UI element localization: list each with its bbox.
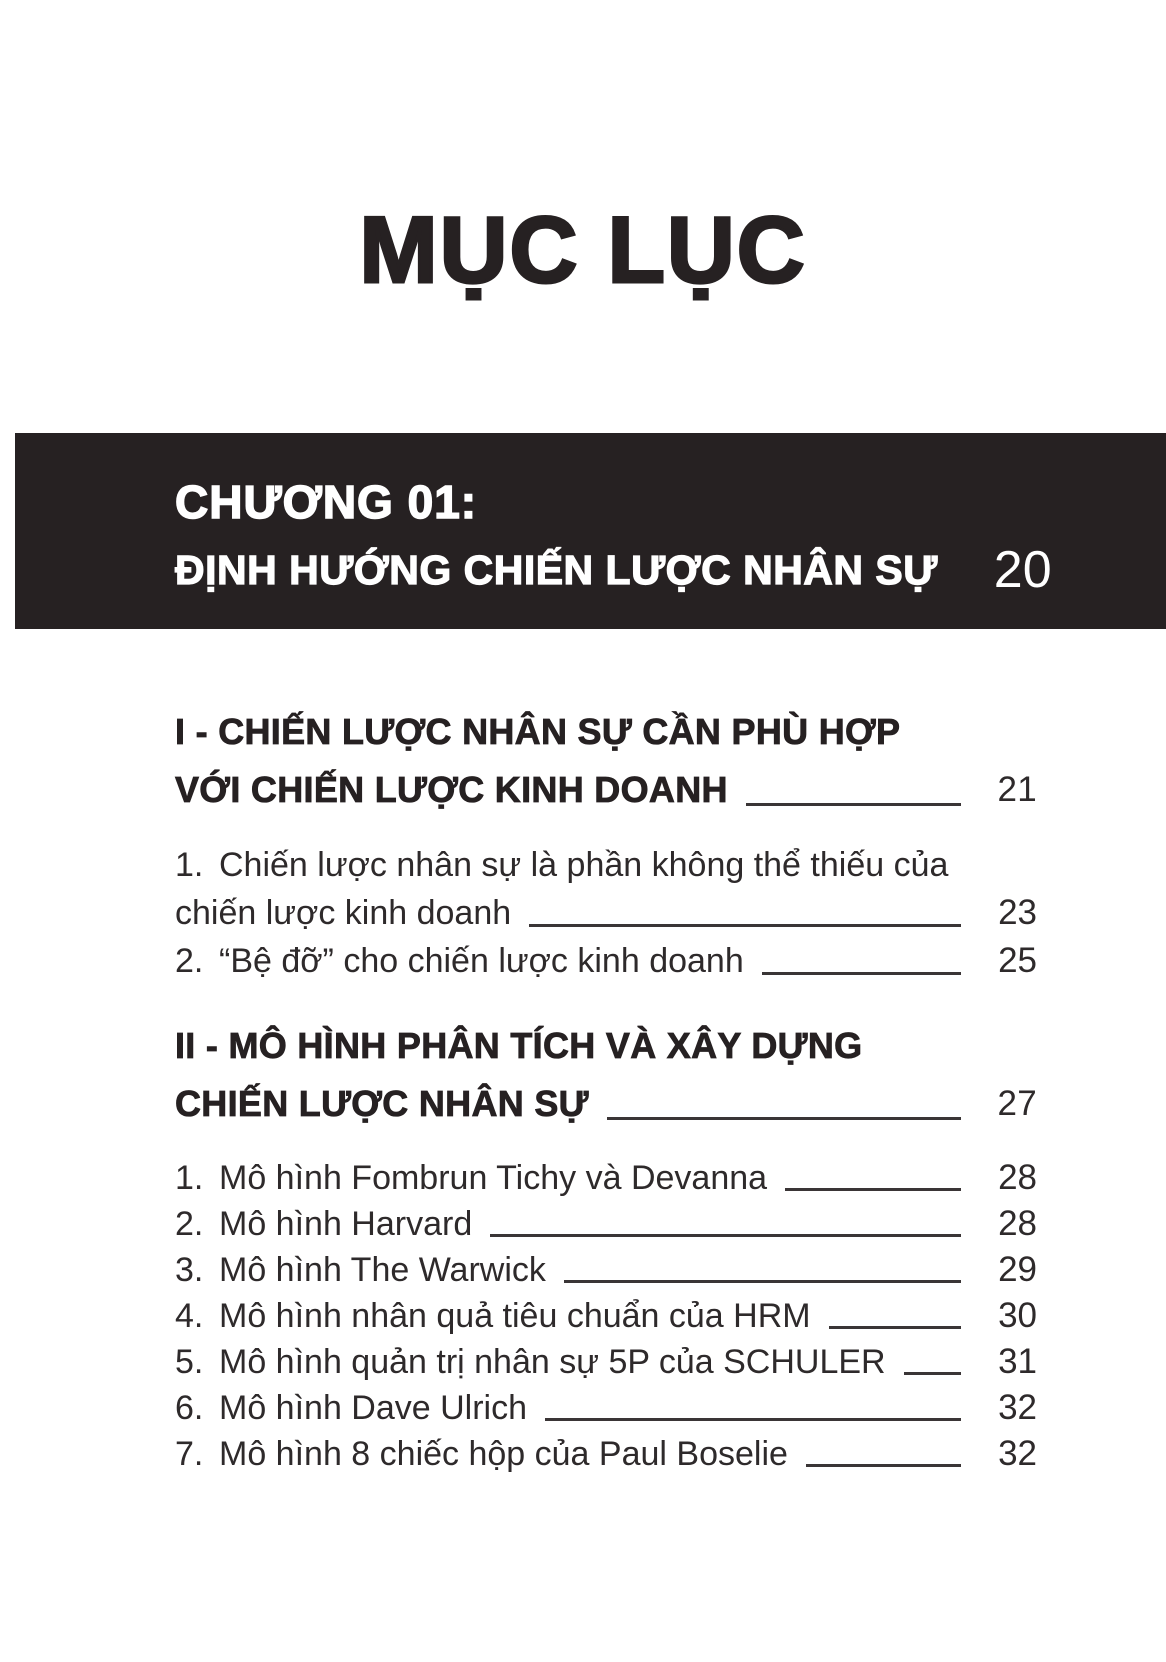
item-number: 7. bbox=[175, 1435, 204, 1473]
section-2-page-number: 27 bbox=[997, 1084, 1037, 1123]
item-page-number: 23 bbox=[998, 893, 1037, 932]
leader-line bbox=[806, 1464, 961, 1467]
toc-item bbox=[175, 937, 1037, 985]
toc-item bbox=[175, 1431, 1037, 1477]
toc-item bbox=[175, 1155, 1037, 1201]
item-page-number: 28 bbox=[998, 1204, 1037, 1243]
section-2-heading-line-1: II - MÔ HÌNH PHÂN TÍCH VÀ XÂY DỰNG bbox=[175, 1025, 863, 1066]
section-1-items bbox=[175, 841, 1037, 985]
item-page-number: 31 bbox=[998, 1342, 1037, 1381]
item-page-number: 30 bbox=[998, 1296, 1037, 1335]
leader-line bbox=[564, 1280, 961, 1283]
leader-line bbox=[529, 924, 961, 927]
section-1-heading-line-1: I - CHIẾN LƯỢC NHÂN SỰ CẦN PHÙ HỢP bbox=[175, 711, 901, 752]
item-page-number: 25 bbox=[998, 941, 1037, 980]
toc-item-wrap-line-2 bbox=[175, 889, 1037, 937]
section-1-heading-text: VỚI CHIẾN LƯỢC KINH DOANH bbox=[175, 769, 728, 810]
chapter-title-row bbox=[175, 541, 1052, 599]
item-title-continued: chiến lược kinh doanh bbox=[175, 894, 512, 932]
leader-line bbox=[762, 972, 961, 975]
item-number: 1. bbox=[175, 846, 204, 884]
toc-item-wrap-line-1 bbox=[175, 841, 1037, 889]
section-2-items bbox=[175, 1155, 1037, 1477]
item-number: 5. bbox=[175, 1343, 204, 1381]
item-page-number: 29 bbox=[998, 1250, 1037, 1289]
item-title: Mô hình The Warwick bbox=[219, 1251, 546, 1289]
section-2-heading-text: CHIẾN LƯỢC NHÂN SỰ bbox=[175, 1083, 589, 1124]
toc-content bbox=[175, 703, 1037, 1477]
item-title: Chiến lược nhân sự là phần không thể thiếu của bbox=[219, 846, 949, 884]
item-title: “Bệ đỡ” cho chiến lược kinh doanh bbox=[219, 942, 744, 980]
leader-line bbox=[746, 803, 961, 806]
page-title: MỤC LỤC bbox=[359, 197, 807, 302]
item-number: 4. bbox=[175, 1297, 204, 1335]
leader-line bbox=[607, 1117, 961, 1120]
item-number: 6. bbox=[175, 1389, 204, 1427]
item-title: Mô hình nhân quả tiêu chuẩn của HRM bbox=[219, 1297, 811, 1335]
toc-item bbox=[175, 1385, 1037, 1431]
item-page-number: 32 bbox=[998, 1434, 1037, 1473]
item-title: Mô hình Fombrun Tichy và Devanna bbox=[219, 1159, 768, 1197]
item-number: 1. bbox=[175, 1159, 204, 1197]
leader-line bbox=[785, 1188, 961, 1191]
toc-item bbox=[175, 1201, 1037, 1247]
leader-line bbox=[904, 1372, 961, 1375]
item-page-number: 28 bbox=[998, 1158, 1037, 1197]
item-page-number: 32 bbox=[998, 1388, 1037, 1427]
item-number: 2. bbox=[175, 1205, 204, 1243]
chapter-page-number: 20 bbox=[993, 541, 1052, 599]
leader-line bbox=[490, 1234, 961, 1237]
section-1-page-number: 21 bbox=[997, 770, 1037, 809]
item-title: Mô hình quản trị nhân sự 5P của SCHULER bbox=[219, 1343, 886, 1381]
item-number: 3. bbox=[175, 1251, 204, 1289]
chapter-number: CHƯƠNG 01: bbox=[175, 476, 478, 528]
item-title: Mô hình Dave Ulrich bbox=[219, 1389, 528, 1427]
item-title: Mô hình Harvard bbox=[219, 1205, 473, 1243]
toc-item bbox=[175, 1293, 1037, 1339]
chapter-banner bbox=[15, 433, 1166, 629]
toc-item bbox=[175, 1247, 1037, 1293]
leader-line bbox=[829, 1326, 961, 1329]
item-number: 2. bbox=[175, 942, 204, 980]
leader-line bbox=[545, 1418, 961, 1421]
chapter-title: ĐỊNH HƯỚNG CHIẾN LƯỢC NHÂN SỰ bbox=[175, 547, 938, 593]
item-title: Mô hình 8 chiếc hộp của Paul Boselie bbox=[219, 1435, 788, 1473]
section-1-heading-line-2 bbox=[175, 761, 1037, 819]
toc-item bbox=[175, 1339, 1037, 1385]
section-2-heading-line-2 bbox=[175, 1075, 1037, 1133]
